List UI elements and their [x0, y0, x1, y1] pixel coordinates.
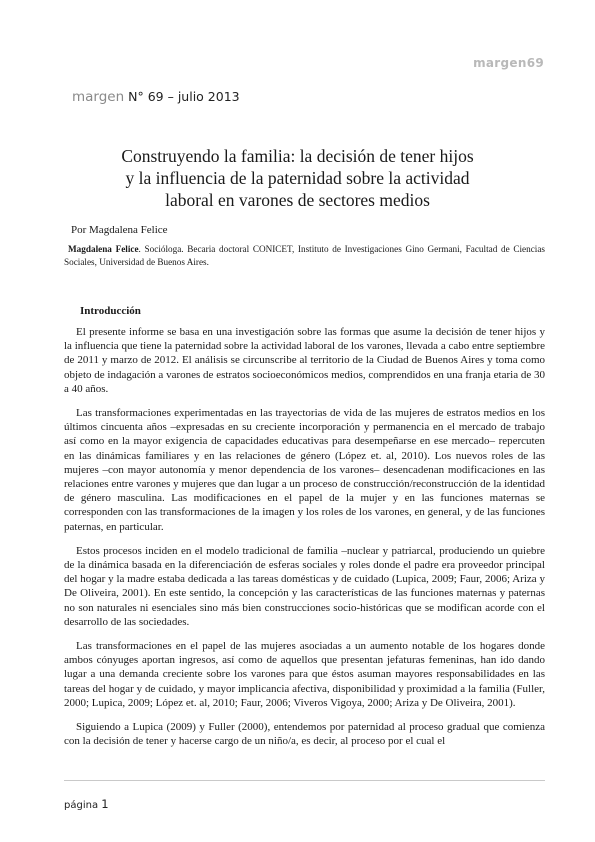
body-paragraph: Las transformaciones experimentadas en las trayectorias de vida de las mujeres de estratos medios en los últimos cincuenta años –expresadas en su creciente incorporación y permanencia en el mercado de trabajo así como en la mayor exigencia de capacidades educativas para desempeñarse en ese mercado– repercuten en las dinámicas familiares y en las relaciones de género (López et. al, 2010). Los nuevos roles de las mujeres –con mayor autonomía y menor dependencia de los varones– desencadenan modificaciones en las relaciones entre varones y mujeres que dan lugar a un proceso de construcción/reconstrucción de la identidad de género masculina. Las modificaciones en el papel de la mujer y en las funciones maternas se corresponden con las transformaciones de la imagen y los roles de los varones, en general, y de las funciones paternas, en particular.: [64, 407, 545, 533]
issue-text: N° 69 – julio 2013: [128, 89, 240, 104]
author-affiliation: [64, 243, 545, 269]
title-line: y la influencia de la paternidad sobre la actividad: [125, 168, 470, 188]
title-line: Construyendo la familia: la decisión de tener hijos: [121, 146, 474, 166]
footer-divider: [64, 780, 545, 781]
page-label: página: [64, 800, 99, 811]
issue-info: [72, 89, 240, 105]
article-body: [64, 325, 545, 758]
title-line: laboral en varones de sectores medios: [165, 190, 430, 210]
page-footer: [64, 797, 109, 811]
author-byline: Por Magdalena Felice: [71, 224, 168, 236]
body-paragraph: Siguiendo a Lupica (2009) y Fuller (2000), entendemos por paternidad al proceso gradual que comienza con la decisión de tener y hacerse cargo de un niño/a, es decir, al proceso por el cual el: [64, 721, 545, 748]
body-paragraph: Las transformaciones en el papel de las mujeres asociadas a un aumento notable de los hogares donde ambos cónyuges aportan ingresos, así como de aquellos que presentan jefaturas femeninas, han ido dando lugar a una demanda creciente sobre los varones para que éstos asuman mayores responsabilidades en las tareas del hogar y de cuidado, y mayor implicancia afectiva, disponibilidad y proximidad a la familia (Fuller, 2000; Lupica, 2009; López et. al, 2010; Faur, 2006; Viveros Vigoya, 2000; Ariza y De Oliveira, 2001).: [64, 640, 545, 709]
article-title: [70, 145, 525, 211]
section-heading: Introducción: [80, 305, 141, 317]
page-number: 1: [101, 797, 109, 811]
journal-name: margen: [72, 89, 125, 105]
affiliation-name: Magdalena Felice: [68, 244, 139, 254]
body-paragraph: Estos procesos inciden en el modelo tradicional de familia –nuclear y patriarcal, produciendo un quiebre de la dinámica basada en la diferenciación de esferas sociales y roles donde el padre era proveedor principal del hogar y la madre estaba dedicada a las tareas domésticas y de cuidado (Lupica, 2009; Faur, 2006; Ariza y De Oliveira, 2001). En este sentido, la concepción y las características de las funciones maternas y paternas no son naturales ni esenciales sino más bien construcciones socio-históricas que se modifican acorde con el desarrollo de las sociedades.: [64, 544, 545, 628]
affiliation-text: . Socióloga. Becaria doctoral CONICET, Instituto de Investigaciones Gino Germani, Facultad de Ciencias Sociales, Universidad de Buenos Aires.: [64, 244, 545, 267]
journal-brand: margen69: [473, 56, 544, 70]
body-paragraph: El presente informe se basa en una investigación sobre las formas que asume la decisión de tener hijos y la influencia que tiene la paternidad sobre la actividad laboral de los varones, llevada a cabo entre septiembre de 2011 y marzo de 2012. El análisis se circunscribe al territorio de la Ciudad de Buenos Aires y toma como objeto de indagación a varones de estratos socioeconómicos medios, comprendidos en una franja etaria de 30 a 40 años.: [64, 326, 545, 395]
